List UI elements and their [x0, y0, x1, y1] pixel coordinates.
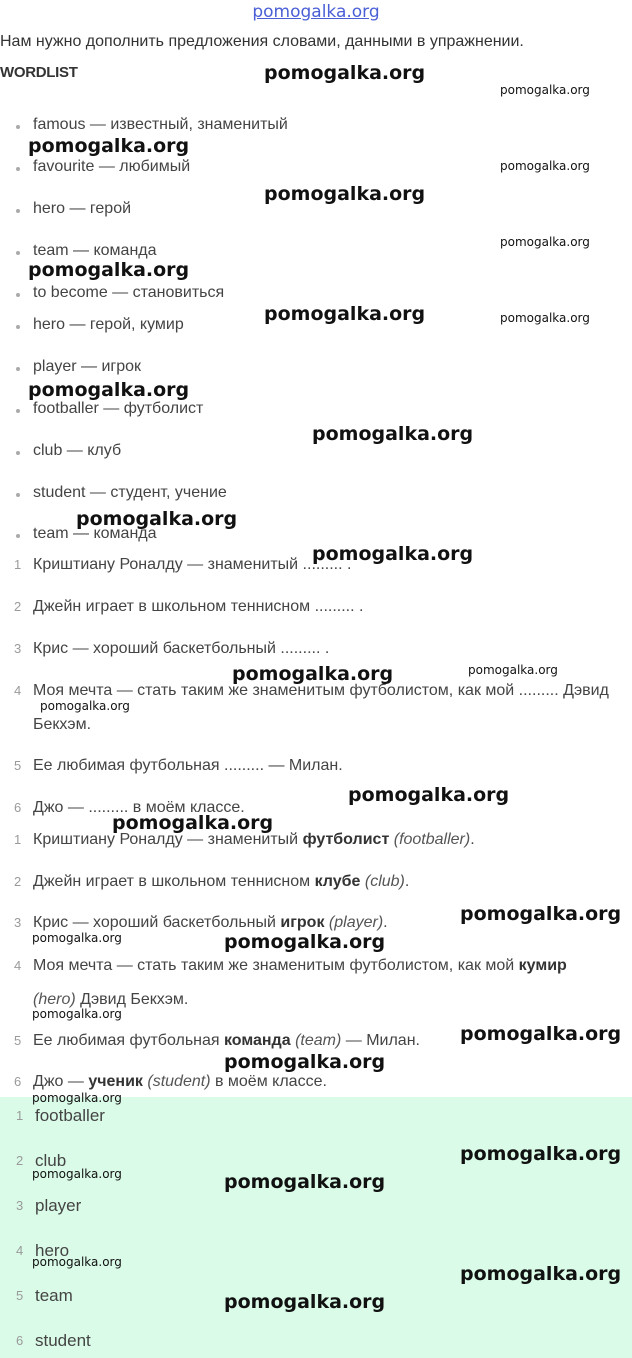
bullet-icon [16, 325, 20, 329]
sentence-text: Ее любимая футбольная ......... — Милан. [33, 757, 343, 774]
watermark-text: pomogalka.org [312, 543, 474, 565]
watermark-text: pomogalka.org [264, 303, 426, 325]
bullet-icon [16, 451, 20, 455]
intro-text: Нам нужно дополнить предложения словами, данными в упражнении. [0, 33, 524, 50]
answer-hint: (team) [295, 1032, 342, 1049]
wordlist-entry: hero — герой [33, 200, 132, 217]
bullet-icon [16, 534, 20, 538]
answer-word: футболист [302, 831, 390, 848]
bullet-icon [16, 293, 20, 297]
watermark-text: pomogalka.org [224, 1171, 386, 1193]
answer-hint: (hero) [33, 991, 76, 1008]
sentence-number: 2 [14, 874, 22, 889]
answer-word: hero [35, 1241, 70, 1260]
watermark-text: pomogalka.org [500, 311, 590, 325]
watermark-text: pomogalka.org [224, 1291, 386, 1313]
site-link[interactable]: pomogalka.org [252, 2, 380, 22]
answer-after: в моём классе. [210, 1073, 327, 1090]
watermark-text: pomogalka.org [312, 423, 474, 445]
bullet-icon [16, 125, 20, 129]
watermark-text: pomogalka.org [468, 663, 558, 677]
watermark-text: pomogalka.org [40, 699, 130, 713]
answer-after: Дэвид Бекхэм. [75, 991, 189, 1008]
answer-word: кумир [518, 957, 567, 974]
watermark-text: pomogalka.org [112, 812, 274, 834]
answer-after: . [404, 873, 410, 890]
wordlist-entry: player — игрок [33, 358, 142, 375]
watermark-text: pomogalka.org [32, 1091, 122, 1105]
wordlist-title: WORDLIST [0, 64, 78, 81]
watermark-text: pomogalka.org [28, 259, 190, 281]
wordlist-entry: favourite — любимый [33, 158, 191, 175]
sentence-number: 6 [14, 800, 22, 815]
answer-before: Ее любимая футбольная [33, 1032, 224, 1049]
watermark-text: pomogalka.org [224, 1051, 386, 1073]
watermark-text: pomogalka.org [28, 135, 190, 157]
answer-before: Криштиану Роналду — знаменитый [33, 831, 303, 848]
bullet-icon [16, 367, 20, 371]
bullet-icon [16, 493, 20, 497]
answer-panel [0, 1097, 632, 1358]
sentence-number: 4 [14, 683, 22, 698]
answer-number: 5 [16, 1288, 24, 1303]
wordlist-entry: student — студент, учение [33, 484, 227, 501]
wordlist-entry: hero — герой, кумир [33, 316, 184, 333]
answer-after: . [383, 914, 388, 931]
sentence-number: 1 [14, 832, 22, 847]
answer-number: 1 [16, 1108, 24, 1123]
sentence-text: Крис — хороший баскетбольный ......... . [33, 640, 330, 657]
answer-word: footballer [35, 1106, 105, 1125]
wordlist-entry: team — команда [33, 242, 157, 259]
answer-before: Джо — [33, 1073, 89, 1090]
answer-word: club [35, 1151, 67, 1170]
watermark-text: pomogalka.org [460, 1263, 622, 1285]
answer-before: Джейн играет в школьном теннисном [33, 873, 315, 890]
watermark-text: pomogalka.org [28, 379, 190, 401]
wordlist-entry: footballer — футболист [33, 400, 204, 417]
wordlist-entry: famous — известный, знаменитый [33, 116, 288, 133]
sentence-text [33, 865, 409, 899]
answer-word: player [35, 1196, 82, 1215]
answer-after: — Милан. [341, 1032, 420, 1049]
watermark-text: pomogalka.org [500, 159, 590, 173]
watermark-text: pomogalka.org [460, 903, 622, 925]
watermark-text: pomogalka.org [460, 1023, 622, 1045]
sentence-number: 2 [14, 599, 22, 614]
answer-number: 2 [16, 1153, 24, 1168]
bullet-icon [16, 409, 20, 413]
answer-number: 3 [16, 1198, 24, 1213]
watermark-text: pomogalka.org [264, 183, 426, 205]
answer-word: ученик [88, 1073, 143, 1090]
answer-hint: (player) [328, 914, 384, 931]
answer-word: student [35, 1331, 91, 1350]
answer-hint: (student) [147, 1073, 211, 1090]
watermark-text: pomogalka.org [32, 1007, 122, 1021]
sentence-number: 4 [14, 958, 22, 973]
answer-word: команда [224, 1032, 291, 1049]
answer-number: 6 [16, 1333, 24, 1348]
watermark-text: pomogalka.org [348, 784, 510, 806]
watermark-text: pomogalka.org [76, 508, 238, 530]
watermark-text: pomogalka.org [232, 663, 394, 685]
bullet-icon [16, 251, 20, 255]
sentence-number: 1 [14, 557, 22, 572]
wordlist-entry: team — команда [33, 525, 157, 542]
answer-hint: (footballer) [393, 831, 471, 848]
watermark-text: pomogalka.org [32, 1167, 122, 1181]
watermark-text: pomogalka.org [32, 931, 122, 945]
answer-word: клубе [314, 873, 361, 890]
sentence-number: 5 [14, 758, 22, 773]
watermark-text: pomogalka.org [224, 931, 386, 953]
answer-word: team [35, 1286, 73, 1305]
watermark-text: pomogalka.org [32, 1255, 122, 1269]
sentence-text: Криштиану Роналду — знаменитый ......... . [33, 556, 352, 573]
watermark-text: pomogalka.org [500, 235, 590, 249]
sentence-number: 5 [14, 1033, 22, 1048]
sentence-text: Джо — ......... в моём классе. [33, 799, 245, 816]
answer-before: Моя мечта — стать таким же знаменитым футболистом, как мой [33, 957, 519, 974]
bullet-icon [16, 209, 20, 213]
sentence-number: 6 [14, 1074, 22, 1089]
sentence-text: Моя мечта — стать таким же знаменитым футболистом, как мой ......... Дэвид Бекхэм. [33, 682, 609, 733]
wordlist-entry: to become — становиться [33, 284, 225, 301]
answer-word: игрок [280, 914, 325, 931]
sentence-number: 3 [14, 915, 22, 930]
watermark-text: pomogalka.org [500, 83, 590, 97]
bullet-icon [16, 167, 20, 171]
watermark-text: pomogalka.org [460, 1143, 622, 1165]
watermark-text: pomogalka.org [264, 62, 426, 84]
wordlist-entry: club — клуб [33, 442, 122, 459]
answer-number: 4 [16, 1243, 24, 1258]
sentence-number: 3 [14, 641, 22, 656]
answer-hint: (club) [364, 873, 405, 890]
answer-before: Крис — хороший баскетбольный [33, 914, 281, 931]
sentence-text: Джейн играет в школьном теннисном ......... . [33, 598, 364, 615]
answer-after: . [470, 831, 475, 848]
